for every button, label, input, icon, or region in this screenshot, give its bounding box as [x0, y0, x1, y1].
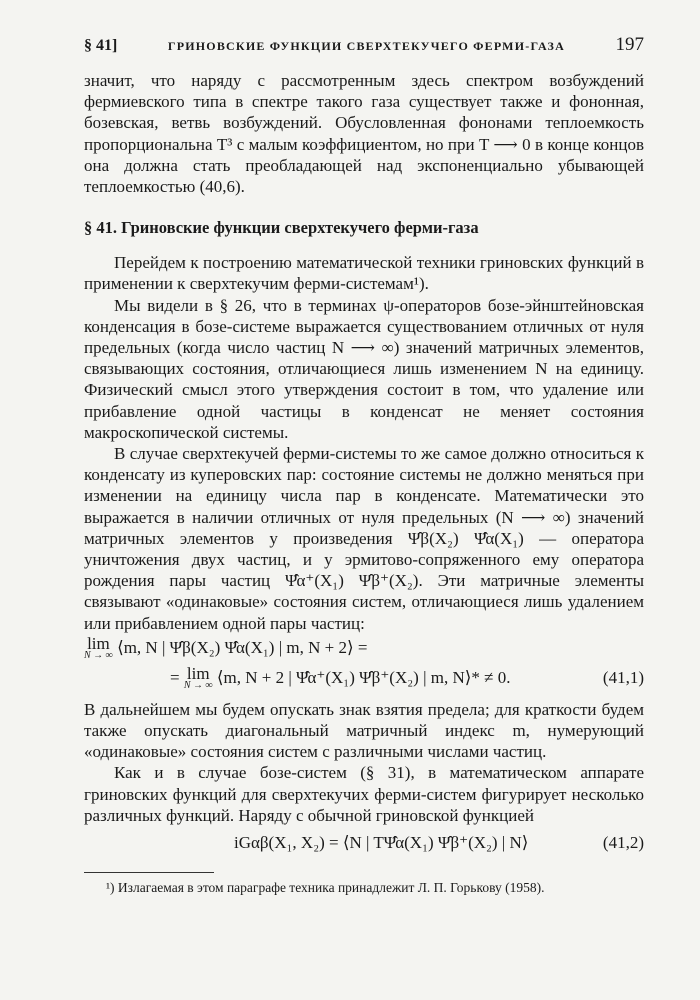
- footnote: ¹) Излагаемая в этом параграфе техника принадлежит Л. П. Горькову (1958).: [106, 880, 545, 896]
- equation-41-1-line2: = lim N → ∞ ⟨m, N + 2 | Ψ̂α⁺(X₁) Ψ̂β⁺(X₂) | m, N⟩* ≠ 0. (41,1): [170, 663, 644, 691]
- header-section: § 41]: [84, 37, 118, 54]
- book-page: [84, 34, 644, 896]
- running-header: [84, 34, 644, 56]
- section-heading: § 41. Гриновские функции сверхтекучего ферми-газа: [84, 218, 479, 238]
- equation-number-41-2: (41,2): [602, 833, 644, 853]
- paragraph-continued: значит, что наряду с рассмотренным здесь спектром возбуждений фермиевского типа в спектре такого газа существует также и фононная, бозевская, ветвь возбуждений. Обусловленная фононами теплоемкость пропорциональна T³ с малым коэффициентом, но при T ⟶ 0 в конце концов она должна стать преобладающей над экспоненциально убывающей теплоемкостью (40,6).: [84, 71, 644, 197]
- equation-41-1-line1: [84, 633, 644, 661]
- limit-operator-2: lim N → ∞: [183, 663, 213, 691]
- paragraph-cooper-pairs: В случае сверхтекучей ферми-системы то же самое должно относиться к конденсату из куперовских пар: состояние системы не должно меняться при изменении на единицу числа пар в конденсате. Математически это выражается в наличии отличных от нуля предельных (N ⟶ ∞) значений матричных элементов у произведения Ψ̂β(X₂) Ψ̂α(X₁) — оператора уничтожения двух частиц, и у эрмитово-сопряженного ему оператора рождения пары частиц Ψ̂α⁺(X₁) Ψ̂β⁺(X₂). Эти матричные элементы связывают «одинаковые» состояния систем, отличающиеся лишь удалением или прибавлением одной пары частиц:: [84, 444, 644, 633]
- footnote-rule: [84, 872, 214, 873]
- limit-operator: lim N → ∞: [84, 633, 113, 661]
- equation-41-1-lhs: ⟨m, N | Ψ̂β(X₂) Ψ̂α(X₁) | m, N + 2⟩ =: [117, 637, 368, 657]
- page-number: 197: [615, 34, 644, 55]
- paragraph-intro: Перейдем к построению математической техники гриновских функций в применении к сверхтекучим ферми-системам¹).: [84, 253, 644, 294]
- equation-number-41-1: (41,1): [602, 667, 644, 687]
- equation-41-1-rhs: ⟨m, N + 2 | Ψ̂α⁺(X₁) Ψ̂β⁺(X₂) | m, N⟩* ≠ 0.: [216, 667, 511, 687]
- equation-41-2-body: iGαβ(X₁, X₂) = ⟨N | TΨ̂α(X₁) Ψ̂β⁺(X₂) | N⟩: [234, 833, 529, 853]
- paragraph-bose-condensation: Мы видели в § 26, что в терминах ψ-операторов бозе-эйнштейновская конденсация в бозе-системе выражается существованием отличных от нуля предельных (когда число частиц N ⟶ ∞) значений матричных элементов, связывающих состояния, отличающиеся лишь изменением N на единицу. Физический смысл этого утверждения состоит в том, что удаление или прибавление одной частицы в конденсат не меняет состояния макроскопической системы.: [84, 295, 644, 442]
- running-title: ГРИНОВСКИЕ ФУНКЦИИ СВЕРХТЕКУЧЕГО ФЕРМИ-ГАЗА: [167, 39, 565, 53]
- paragraph-green-functions: Как и в случае бозе-систем (§ 31), в математическом аппарате гриновских функций для сверхтекучих ферми-систем фигурирует несколько различных функций. Наряду с обычной гриновской функцией: [84, 763, 644, 825]
- paragraph-omit-limit: В дальнейшем мы будем опускать знак взятия предела; для краткости будем также опускать диагональный матричный индекс m, нумерующий «одинаковые» состояния систем с различными числами частиц.: [84, 699, 644, 762]
- equation-41-2: [84, 832, 644, 854]
